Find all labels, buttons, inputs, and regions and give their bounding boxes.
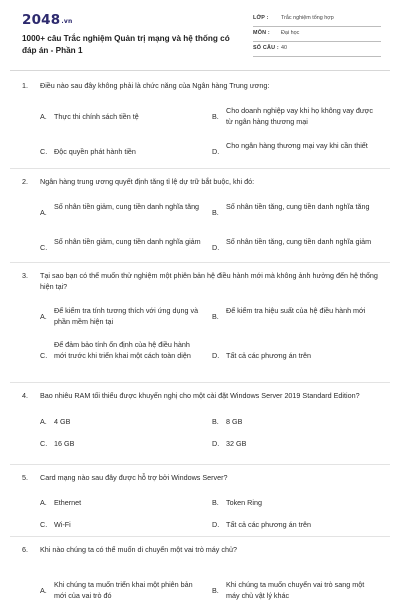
question-text: Ngân hàng trung ương quyết định tăng tỉ lệ dự trữ bắt buộc, khi đó:: [40, 177, 255, 186]
answer-text: Số nhân tiền giảm, cung tiền danh nghĩa giảm: [54, 237, 201, 246]
meta-row-count: [253, 42, 381, 57]
answer-letter: C.: [40, 147, 48, 156]
answer-letter: D.: [212, 243, 220, 252]
answer-text: Tất cả các phương án trên: [226, 520, 312, 529]
answer-letter: A.: [40, 208, 47, 217]
answer-text: Số nhân tiền tăng, cung tiền danh nghĩa tăng: [226, 202, 370, 211]
question-number: 6.: [22, 545, 28, 554]
answer-letter: D.: [212, 439, 220, 448]
answer-letter: A.: [40, 498, 47, 507]
meta-value: Trắc nghiệm tổng hợp: [281, 15, 334, 21]
answer-text: Số nhân tiền giảm, cung tiền danh nghĩa tăng: [54, 202, 200, 211]
question-number: 4.: [22, 391, 28, 400]
question-number: 2.: [22, 177, 28, 186]
answer-letter: A.: [40, 112, 47, 121]
answer-letter: B.: [212, 417, 219, 426]
answer-text: Tất cả các phương án trên: [226, 351, 312, 360]
answer-letter: C.: [40, 243, 48, 252]
question-1: [22, 80, 384, 156]
answer-letter: A.: [40, 312, 47, 321]
document-header: [0, 0, 400, 66]
meta-value: Đại học: [281, 30, 300, 36]
answer-letter: B.: [212, 112, 219, 121]
answer-text: Độc quyền phát hành tiền: [54, 147, 136, 156]
answer-text: Ethernet: [54, 498, 82, 507]
document-meta: [253, 12, 381, 57]
answer-text: Số nhân tiền tăng, cung tiền danh nghĩa giảm: [226, 237, 372, 246]
answer-letter: D.: [212, 147, 220, 156]
answer-letter: A.: [40, 586, 47, 595]
question-4: [22, 390, 384, 448]
meta-value: 40: [281, 45, 287, 51]
answer-text: 16 GB: [54, 439, 75, 448]
question-stem: [22, 176, 384, 187]
question-divider: [10, 168, 390, 169]
question-number: 1.: [22, 81, 28, 90]
question-stem: [22, 472, 384, 483]
question-text: Card mạng nào sau đây được hỗ trợ bởi Windows Server?: [40, 473, 228, 482]
answer-letter: B.: [212, 498, 219, 507]
site-logo[interactable]: [22, 12, 72, 28]
answer-letter: D.: [212, 520, 220, 529]
question-5: [22, 472, 384, 529]
question-6: [22, 544, 384, 600]
question-3: [22, 270, 384, 360]
answer-text: Cho ngân hàng thương mại vay khi cần thiết: [226, 141, 368, 150]
meta-label: SỐ CÂU :: [253, 45, 279, 51]
answer-text: Để đảm bảo tính ổn định của hệ điều hành mới trước khi triển khai một cách toàn diện: [54, 340, 191, 360]
answer-text: 4 GB: [54, 417, 71, 426]
answer-letter: C.: [40, 439, 48, 448]
question-text: Khi nào chúng ta có thể muốn di chuyển một vai trò máy chủ?: [40, 545, 237, 554]
meta-row-subject: [253, 27, 381, 42]
question-divider: [10, 464, 390, 465]
question-divider: [10, 382, 390, 383]
answer-text: Khi chúng ta muốn chuyển vai trò sang một máy chủ vật lý khác: [226, 580, 365, 600]
answer-letter: A.: [40, 417, 47, 426]
logo-text: 2048: [22, 12, 61, 28]
answer-letter: B.: [212, 312, 219, 321]
logo-suffix: .vn: [61, 18, 73, 25]
answer-text: Token Ring: [226, 498, 262, 507]
answer-text: Để kiểm tra tính tương thích với ứng dụng và phần mềm hiện tại: [54, 306, 199, 326]
question-text: Điều nào sau đây không phải là chức năng của Ngân hàng Trung ương:: [40, 81, 270, 90]
question-number: 3.: [22, 271, 28, 280]
answer-text: Wi-Fi: [54, 520, 71, 529]
question-divider: [10, 262, 390, 263]
answer-letter: C.: [40, 520, 48, 529]
question-2: [22, 176, 384, 252]
meta-row-class: [253, 12, 381, 27]
question-divider: [10, 536, 390, 537]
question-stem: [22, 270, 384, 292]
question-stem: [22, 544, 384, 555]
answer-text: 32 GB: [226, 439, 247, 448]
question-text: Tại sao bạn có thể muốn thử nghiệm một phiên bản hệ điều hành mới mà không ảnh hưởng đến hệ thống hiện tại?: [40, 271, 378, 291]
answer-letter: D.: [212, 351, 220, 360]
meta-label: MÔN :: [253, 30, 270, 36]
answer-text: Khi chúng ta muốn triển khai một phiên bản mới của vai trò đó: [54, 580, 193, 600]
document-title: 1000+ câu Trắc nghiệm Quản trị mạng và hệ thống có đáp án - Phần 1: [22, 34, 230, 55]
answer-text: 8 GB: [226, 417, 243, 426]
meta-label: LỚP :: [253, 15, 269, 21]
answer-text: Cho doanh nghiệp vay khi họ không vay được từ ngân hàng thương mại: [226, 106, 373, 126]
answer-letter: B.: [212, 586, 219, 595]
answer-text: Để kiểm tra hiệu suất của hệ điều hành mới: [226, 306, 366, 315]
question-text: Bao nhiêu RAM tối thiểu được khuyến nghị cho một cài đặt Windows Server 2019 Standard Edition?: [40, 391, 360, 400]
header-divider: [10, 70, 390, 71]
question-number: 5.: [22, 473, 28, 482]
answer-letter: C.: [40, 351, 48, 360]
answer-letter: B.: [212, 208, 219, 217]
question-stem: [22, 80, 384, 91]
answer-text: Thực thi chính sách tiền tệ: [54, 112, 139, 121]
question-stem: [22, 390, 384, 401]
